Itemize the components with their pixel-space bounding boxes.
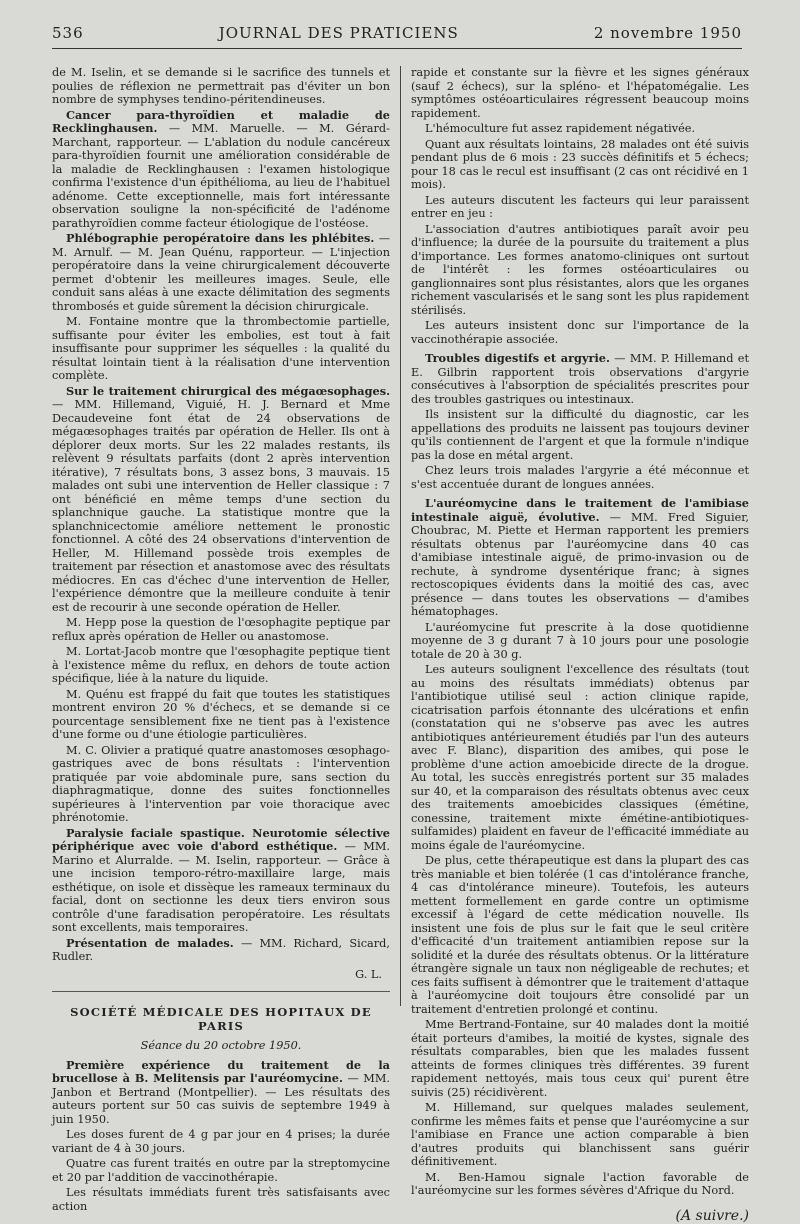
article-heading: Sur le traitement chirurgical des mégaœsophages.: [66, 383, 390, 398]
paragraph: M. Ben-Hamou signale l'action favorable de l'auréomycine sur les formes sévères d'Afrique du Nord.: [411, 1170, 749, 1197]
article-heading: Paralysie faciale spastique. Neurotomie sélective périphérique avec voie d'abord esthétique.: [52, 825, 390, 853]
column-divider: [400, 66, 401, 1006]
paragraph: L'auréomycine fut prescrite à la dose quotidienne moyenne de 3 g durant 7 à 10 jours pour une posologie totale de 20 à 30 g.: [411, 620, 749, 661]
article-argyrie: [411, 352, 749, 406]
paragraph: Quatre cas furent traités en outre par la streptomycine et 20 par l'addition de vaccinothérapie.: [52, 1157, 390, 1184]
article-heading: Présentation de malades.: [66, 935, 234, 950]
article-heading: Première expérience du traitement de la brucellose à B. Melitensis par l'auréomycine.: [52, 1057, 390, 1085]
article-text: rapportent trois observations d'argyrie consécutives à l'absorption de spécialités prescrites pour des troubles gastriques ou intestinaux.: [411, 365, 750, 406]
paragraph: M. C. Olivier a pratiqué quatre anastomoses œsophago-gastriques avec de bons résultats : l'intervention pratiquée par voie abdominale pure, sans section du diaphragmatique, donne des suites fonctionnelles supérieures à l'intervention par voie thoracique avec phrénotomie.: [52, 743, 390, 824]
paragraph: Chez leurs trois malades l'argyrie a été méconnue et s'est accentuée durant de longues années.: [411, 464, 749, 491]
article-heading: Troubles digestifs et argyrie.: [425, 351, 610, 365]
paragraph: de M. Iselin, et se demande si le sacrifice des tunnels et poulies de réflexion ne permettrait pas d'éviter un bon nombre de symphyses tendino-péritendineuses.: [52, 66, 390, 106]
paragraph: M. Lortat-Jacob montre que l'œsophagite peptique tient à l'existence même du reflux, en dehors de toute action spécifique, liée à la nature du liquide.: [52, 645, 390, 685]
paragraph: Les auteurs discutent les facteurs qui leur paraissent entrer en jeu :: [411, 193, 749, 220]
paragraph: Les résultats immédiats furent très satisfaisants avec action: [52, 1186, 390, 1213]
paragraph: Les auteurs insistent donc sur l'importance de la vaccinothérapie associée.: [411, 319, 749, 346]
paragraph: L'association d'autres antibiotiques paraît avoir peu d'influence; la durée de la poursuite du traitement a plus d'importance. Les formes anatomo-cliniques ont surtout de l'intérêt : les formes ostéoarticulaires ou ganglionnaires sont plus résistantes, alors que les organes richement vascularisés et le sang sont les plus rapidement stérilisés.: [411, 222, 749, 317]
page-header: [52, 24, 742, 48]
left-column: [52, 66, 390, 1215]
article-text: rapportent les premiers résultats obtenus par l'auréomycine dans 40 cas d'amibiase intestinale aiguë, de primo-invasion ou de rechute, à syndrome dysentérique franc; à signes rectoscopiques évidents dans la moitié des cas, avec présence — dans toutes les observations — d'amibes hématophages.: [411, 524, 749, 618]
article-text: L'injection peropératoire dans la veine chirurgicalement découverte permet d'obtenir les meilleures images. Seule, elle conduit sans aléas à une exacte délimitation des segments thrombosés et guide sûrement la décision chirurgicale.: [52, 245, 390, 313]
article-text: Les résultats des auteurs portent sur 50 cas suivis de septembre 1949 à juin 1950.: [52, 1085, 390, 1126]
paragraph: rapide et constante sur la fièvre et les signes généraux (sauf 2 échecs), sur la spléno- et l'hépatomégalie. Les symptômes ostéoarticulaires régressent beaucoup moins rapidement.: [411, 66, 749, 120]
article-authors: — MM. P. Hillemand et E. Gilbrin: [411, 352, 749, 379]
article-heading: Cancer para-thyroïdien et maladie de Recklinghausen.: [52, 107, 390, 135]
article-authors: — MM. Janbon et Bertrand (Montpellier). —: [52, 1072, 390, 1099]
header-rule: [52, 48, 742, 49]
article-amibiase: [411, 497, 749, 619]
right-column: [411, 66, 749, 1223]
article-authors: — MM. Maruelle. — M. Gérard-Marchant, rapporteur. —: [52, 122, 390, 149]
paragraph: Ils insistent sur la difficulté du diagnostic, car les appellations des produits ne laissent pas toujours deviner qu'ils contiennent de l'argent et que la formule n'indique pas la dose en métal argent.: [411, 408, 749, 462]
article-text: L'ablation du nodule cancéreux para-thyroïdien fournit une amélioration considérable de la maladie de Recklinghausen : l'examen histologique confirma l'existence d'un épithélioma, au lieu de l'habituel adénome. Cette exceptionnelle, mais fort intéressante observation souligne la non-spécificité de l'adénome parathyroïdien comme facteur étiologique de l'ostéose.: [52, 135, 390, 230]
paragraph: M. Hillemand, sur quelques malades seulement, confirme les mêmes faits et pense que l'auréomycine a sur l'amibiase en France une action comparable à bien d'autres produits qui blanchissent sans guérir définitivement.: [411, 1101, 749, 1168]
paragraph: Les doses furent de 4 g par jour en 4 prises; la durée variant de 4 à 30 jours.: [52, 1128, 390, 1155]
article-cancer-parathyroidien: [52, 109, 390, 231]
article-brucellose: [52, 1059, 390, 1127]
paragraph: Quant aux résultats lointains, 28 malades ont été suivis pendant plus de 6 mois : 23 succès définitifs et 5 échecs; pour 18 cas le recul est insuffisant (2 cas ont récidivé en 1 mois).: [411, 137, 749, 191]
article-phlebographie: [52, 232, 390, 313]
article-authors: — MM. Hillemand, Viguié, H. J. Bernard et Mme Decaudeveine: [52, 398, 390, 425]
article-authors: — MM. Fred Siguier, Choubrac, M. Piette et Herman: [411, 510, 750, 537]
paragraph: De plus, cette thérapeutique est dans la plupart des cas très maniable et bien tolérée (1 cas d'intolérance franche, 4 cas d'intolérance mineure). Toutefois, les auteurs mettent formellement en garde contre un optimisme excessif à l'égard de cette médication nouvelle. Ils insistent une fois de plus sur le fait que le seul critère d'efficacité d'un traitement antiamibien repose sur la solidité et la durée des résultats obtenus. Or la littérature étrangère signale un taux non négligeable de rechutes; et ces faits suffisent à démontrer que le traitement d'attaque à l'auréomycine doit toujours être consolidé par un traitement d'entretien prolongé et continu.: [411, 854, 749, 1016]
article-authors: — MM. Richard, Sicard, Rudler.: [52, 936, 390, 963]
journal-title: JOURNAL DES PRATICIENS: [218, 24, 459, 42]
article-authors: — MM. Marino et Alurralde. — M. Iselin, rapporteur. —: [52, 840, 390, 867]
article-text: font état de 24 observations de mégaœsophages traités par opération de Heller. Ils ont à déplorer deux morts. Sur les 22 malades restants, ils relèvent 9 résultats parfaits (dont 2 après intervention itérative), 7 résultats bons, 3 assez bons, 3 mauvais. 15 malades ont subi une intervention de Heller classique : 7 ont bénéficié en même temps d'une section du splanchnique gauche. La statistique montre que la splanchnicectomie améliore nettement le pronostic fonctionnel. A côté des 24 observations d'intervention de Heller, M. Hillemand possède trois exemples de traitement par résection et anastomose avec des résultats médiocres. En cas d'échec d'une intervention de Heller, l'expérience démontre que la meilleure conduite à tenir est de recourir à une seconde opération de Heller.: [52, 411, 390, 614]
issue-date: 2 novembre 1950: [593, 24, 742, 42]
paragraph: Mme Bertrand-Fontaine, sur 40 malades dont la moitié était porteurs d'amibes, la moitié de kystes, signale des résultats comparables, bien que les malades fussent atteints de formes cliniques très différentes. 39 furent rapidement nettoyés, mais tous ceux qui' purent être suivis (25) récidivèrent.: [411, 1018, 749, 1099]
paragraph: M. Quénu est frappé du fait que toutes les statistiques montrent environ 20 % d'échecs, et se demande si ce pourcentage sensiblement fixe ne tient pas à l'existence d'une forme ou d'une étiologie particulières.: [52, 687, 390, 741]
paragraph: M. Hepp pose la question de l'œsophagite peptique par reflux après opération de Heller ou anastomose.: [52, 616, 390, 643]
section-title: SOCIÉTÉ MÉDICALE DES HOPITAUX DE PARIS: [70, 1005, 372, 1033]
article-presentation-malades: [52, 937, 390, 964]
paragraph: M. Fontaine montre que la thrombectomie partielle, suffisante pour éviter les embolies, est tout à fait insuffisante pour supprimer les séquelles : la qualité du résultat lointain tient à la réalisation d'une intervention complète.: [52, 315, 390, 382]
paragraph: L'hémoculture fut assez rapidement négativée.: [425, 122, 696, 135]
article-heading: L'auréomycine dans le traitement de l'amibiase intestinale aiguë, évolutive.: [411, 496, 749, 524]
article-paralysie-faciale: [52, 827, 390, 935]
article-authors: — M. Arnulf. — M. Jean Quénu, rapporteur. —: [52, 232, 391, 259]
paragraph: Les auteurs soulignent l'excellence des résultats (tout au moins des résultats immédiats) obtenus par l'antibiotique utilisé seul : action clinique rapide, cicatrisation parfois étonnante des ulcérations et enfin (constatation qui ne s'observe pas avec les autres antibiotiques antérieurement étudiés par l'un des auteurs avec F. Blanc), disparition des amibes, qui pose le problème d'une action amoebicide directe de la drogue. Au total, les succès enregistrés portent sur 35 malades sur 40, et la comparaison des résultats obtenus avec ceux des traitements amoebicides classiques (émétine, conessine, traitement mixte émétine-antibiotiques-sulfamides) plaident en faveur de l'efficacité immédiate au moins égale de l'auréomycine.: [411, 663, 749, 852]
article-heading: Phlébographie peropératoire dans les phlébites.: [66, 231, 375, 245]
article-text: Grâce à une incision temporo-rétro-maxillaire large, mais esthétique, on isole et dissèque les rameaux terminaux du facial, dont on sectionne les deux tiers environ sous contrôle d'une faradisation peropératoire. Les résultats sont excellents, mais temporaires.: [52, 853, 390, 934]
section-separator: [52, 991, 390, 992]
author-signature: G. L.: [355, 967, 382, 981]
page-number: 536: [52, 24, 84, 42]
article-megaoesophages: [52, 385, 390, 615]
to-be-continued: (A suivre.): [675, 1207, 749, 1224]
session-date: Séance du 20 octobre 1950.: [140, 1039, 302, 1052]
